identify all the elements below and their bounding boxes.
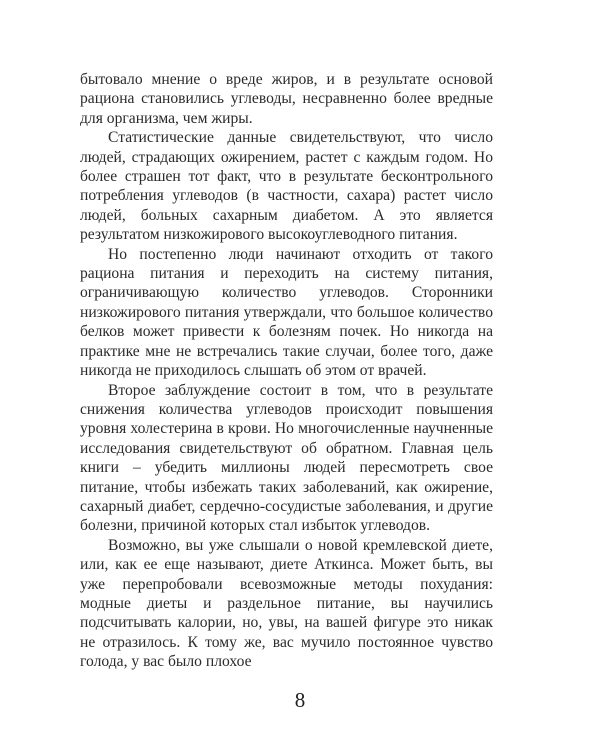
page-body <box>80 70 493 672</box>
paragraph-continuation: бытовало мнение о вреде жиров, и в результате основой рациона становились углеводы, несравненно более вредные для организма, чем жиры. <box>80 71 493 127</box>
paragraph-gradual-change: Но постепенно люди начинают отходить от такого рациона питания и переходить на систему питания, ограничивающую количество углеводов. Сторонники низкожирового питания утверждали, что большое количество белков может привести к болезням почек. Но никогда на практике мне не встречались такие случаи, более того, даже никогда не приходилось слышать об этом от врачей. <box>80 245 493 380</box>
paragraph-statistics: Статистические данные свидетельствуют, что число людей, страдающих ожирением, растет с каждым годом. Но более страшен тот факт, что в результате бесконтрольного потребления углеводов (в частности, сахара) растет число людей, больных сахарным диабетом. А это является результатом низкожирового высокоуглеводного питания. <box>80 129 493 244</box>
page-number: 8 <box>294 688 306 712</box>
paragraph-kremlin-diet: Возможно, вы уже слышали о новой кремлевской диете, или, как ее еще называют, диете Аткинса. Может быть, вы уже перепробовали всевозможные методы похудания: модные диеты и раздельное питание, вы научились подсчитывать калории, но, увы, на вашей фигуре это никак не отразилось. К тому же, вас мучило постоянное чувство голода, у вас было плохое <box>80 536 493 671</box>
paragraph-second-misconception: Второе заблуждение состоит в том, что в результате снижения количества углеводов происходит повышения уровня холестерина в крови. Но многочисленные научненные исследования свидетельствуют об обратном. Главная цель книги – убедить миллионы людей пересмотреть свое питание, чтобы избежать таких заболеваний, как ожирение, сахарный диабет, сердечно-сосудистые заболевания, и другие болезни, причиной которых стал избыток углеводов. <box>80 381 493 535</box>
